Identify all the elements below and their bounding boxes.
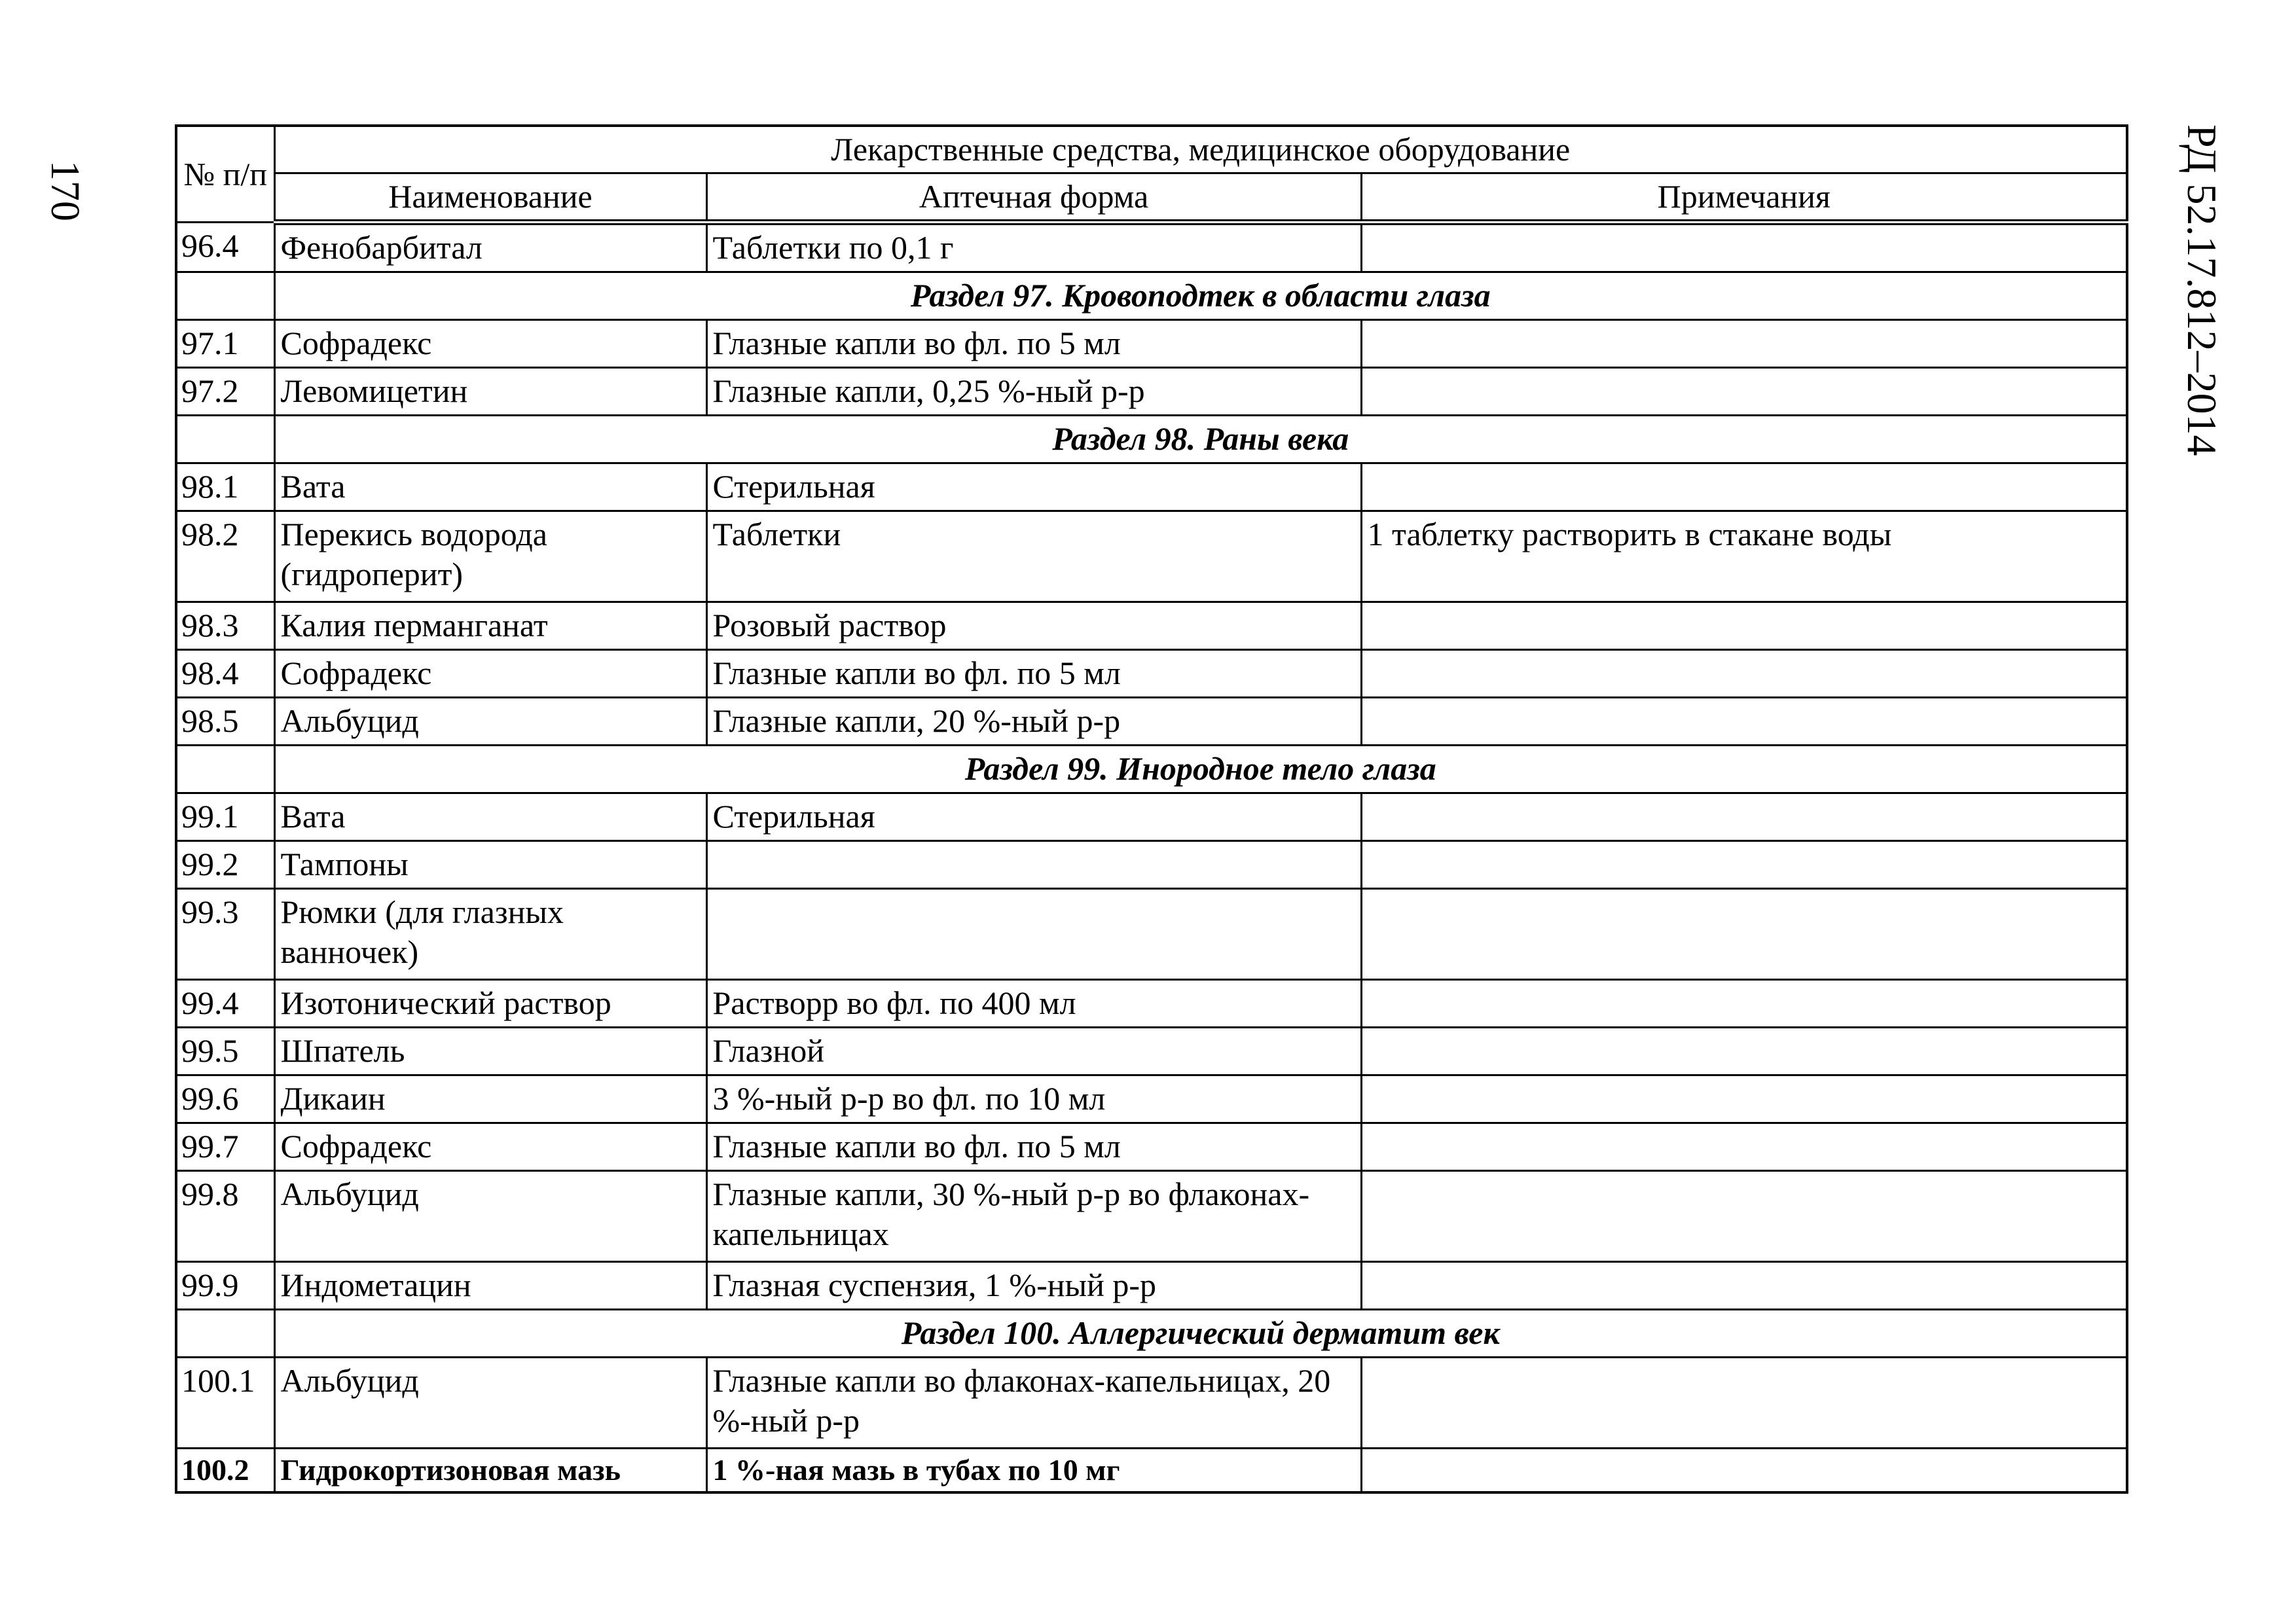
item-form: Глазные капли, 30 %-ный р-р во флаконах-капельницах [706,1171,1361,1262]
row-number: 99.3 [176,889,274,980]
item-form: 3 %-ный р-р во фл. по 10 мл [706,1075,1361,1123]
item-notes [1361,1028,2127,1075]
item-notes [1361,650,2127,698]
header-row-1 [176,126,2127,173]
row-number: 99.5 [176,1028,274,1075]
table-row [176,980,2127,1028]
item-name: Рюмки (для глазных ванночек) [274,889,706,980]
section-title: Раздел 99. Инородное тело глаза [274,746,2127,793]
item-name: Фенобарбитал [274,223,706,272]
item-notes [1361,320,2127,368]
header-form: Аптечная форма [706,173,1361,223]
row-number: 99.8 [176,1171,274,1262]
header-notes: Примечания [1361,173,2127,223]
table-row [176,223,2127,272]
item-notes [1361,1449,2127,1493]
item-form: Стерильная [706,463,1361,511]
item-form: 1 %-ная мазь в тубах по 10 мг [706,1449,1361,1493]
section-title: Раздел 97. Кровоподтек в области глаза [274,272,2127,320]
item-notes [1361,889,2127,980]
row-number: 98.1 [176,463,274,511]
item-notes [1361,368,2127,416]
item-notes [1361,793,2127,841]
table-row [176,793,2127,841]
row-number: 99.6 [176,1075,274,1123]
item-notes [1361,463,2127,511]
table-header [176,126,2127,223]
item-form: Глазные капли во фл. по 5 мл [706,320,1361,368]
item-form: Глазные капли, 0,25 %-ный р-р [706,368,1361,416]
page-number: 170 [43,160,87,221]
table-row [176,1075,2127,1123]
row-number: 99.4 [176,980,274,1028]
item-name: Изотонический раствор [274,980,706,1028]
section-title: Раздел 98. Раны века [274,416,2127,463]
section-num-cell [176,1310,274,1358]
item-name: Тампоны [274,841,706,889]
item-name: Альбуцид [274,698,706,746]
item-name: Софрадекс [274,320,706,368]
table-row [176,889,2127,980]
header-name: Наименование [274,173,706,223]
item-name: Софрадекс [274,1123,706,1171]
row-number: 98.2 [176,511,274,602]
item-form: Глазные капли во флаконах-капельницах, 20 %-ный р-р [706,1358,1361,1449]
header-row-2 [176,173,2127,223]
item-form: Глазная суспензия, 1 %-ный р-р [706,1262,1361,1310]
table-row [176,1358,2127,1449]
item-name: Калия перманганат [274,602,706,650]
item-notes [1361,1075,2127,1123]
item-notes [1361,602,2127,650]
item-notes [1361,223,2127,272]
section-row [176,416,2127,463]
item-name: Перекись водорода (гидроперит) [274,511,706,602]
table-body [176,223,2127,1493]
table-row [176,1449,2127,1493]
row-number: 98.3 [176,602,274,650]
row-number: 99.7 [176,1123,274,1171]
section-row [176,746,2127,793]
row-number: 99.1 [176,793,274,841]
item-form: Розовый раствор [706,602,1361,650]
item-name: Левомицетин [274,368,706,416]
table-row [176,320,2127,368]
item-name: Шпатель [274,1028,706,1075]
medicines-table [175,124,2128,1494]
item-form: Таблетки по 0,1 г [706,223,1361,272]
item-form: Глазной [706,1028,1361,1075]
item-form: Глазные капли, 20 %-ный р-р [706,698,1361,746]
item-name: Индометацин [274,1262,706,1310]
table-row [176,1262,2127,1310]
table-row [176,698,2127,746]
section-row [176,1310,2127,1358]
item-form: Глазные капли во фл. по 5 мл [706,1123,1361,1171]
table-row [176,1028,2127,1075]
header-group-title: Лекарственные средства, медицинское оборудование [274,126,2127,173]
item-notes [1361,1123,2127,1171]
table-row [176,511,2127,602]
item-name: Альбуцид [274,1171,706,1262]
item-name: Вата [274,463,706,511]
row-number: 98.5 [176,698,274,746]
item-name: Софрадекс [274,650,706,698]
item-notes [1361,1171,2127,1262]
item-form: Глазные капли во фл. по 5 мл [706,650,1361,698]
row-number: 99.9 [176,1262,274,1310]
row-number: 99.2 [176,841,274,889]
row-number: 96.4 [176,223,274,272]
table-row [176,1123,2127,1171]
section-title: Раздел 100. Аллергический дерматит век [274,1310,2127,1358]
item-notes [1361,1358,2127,1449]
table-row [176,650,2127,698]
header-num: № п/п [176,126,274,223]
item-notes [1361,698,2127,746]
row-number: 97.2 [176,368,274,416]
section-row [176,272,2127,320]
item-notes [1361,1262,2127,1310]
row-number: 97.1 [176,320,274,368]
item-name: Вата [274,793,706,841]
item-notes [1361,980,2127,1028]
item-form: Стерильная [706,793,1361,841]
row-number: 98.4 [176,650,274,698]
section-num-cell [176,272,274,320]
row-number: 100.2 [176,1449,274,1493]
section-num-cell [176,746,274,793]
table-row [176,463,2127,511]
item-notes [1361,841,2127,889]
table-row [176,1171,2127,1262]
document-code: РД 52.17.812–2014 [2179,124,2225,456]
item-name: Альбуцид [274,1358,706,1449]
item-name: Дикаин [274,1075,706,1123]
item-form [706,889,1361,980]
item-form [706,841,1361,889]
table-row [176,602,2127,650]
table-row [176,368,2127,416]
table-row [176,841,2127,889]
row-number: 100.1 [176,1358,274,1449]
item-notes: 1 таблетку растворить в стакане воды [1361,511,2127,602]
item-name: Гидрокортизоновая мазь [274,1449,706,1493]
section-num-cell [176,416,274,463]
item-form: Растворр во фл. по 400 мл [706,980,1361,1028]
item-form: Таблетки [706,511,1361,602]
